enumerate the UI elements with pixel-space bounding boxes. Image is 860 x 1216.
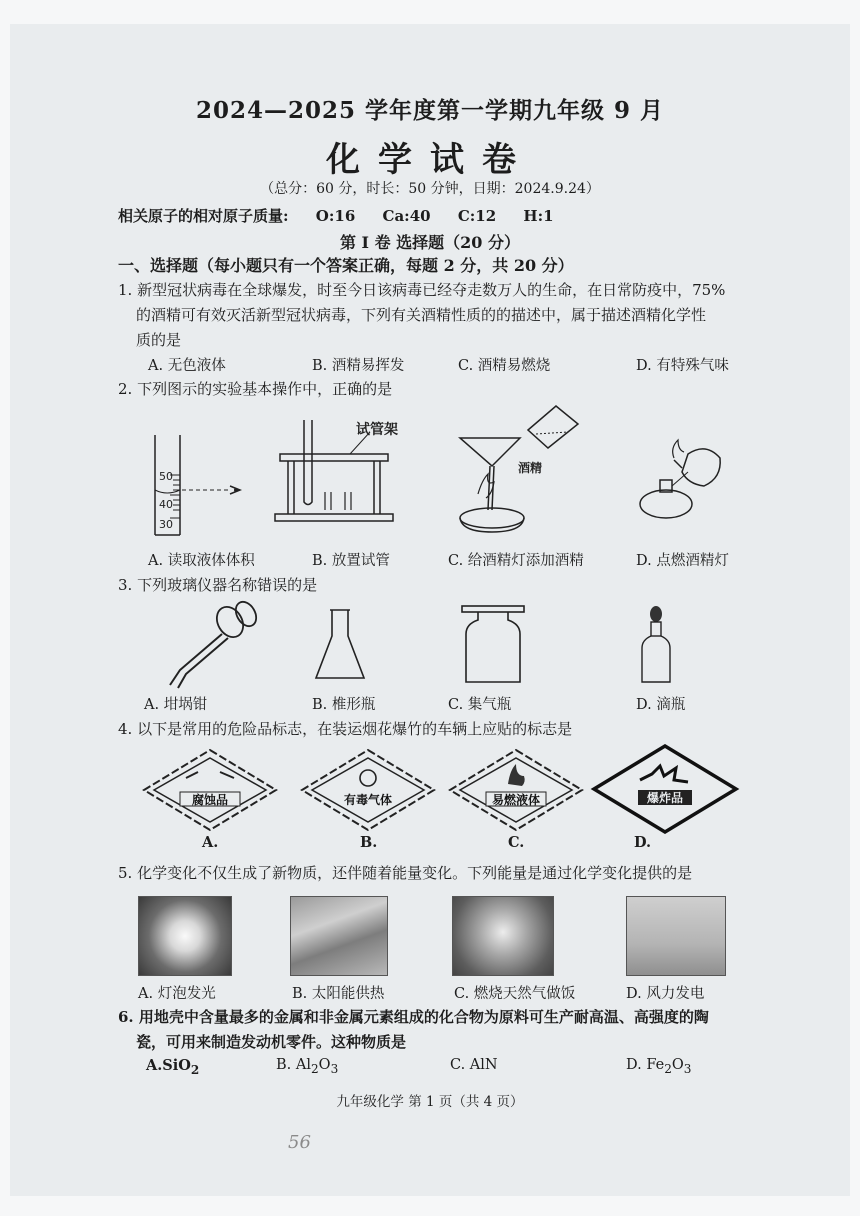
q2-stem: 2. 下列图示的实验基本操作中，正确的是 (118, 380, 393, 398)
atomic-mass-h: H:1 (523, 207, 554, 225)
solar-heater-photo (290, 896, 388, 976)
section-heading: 一、选择题（每小题只有一个答案正确，每题 2 分，共 20 分） (118, 256, 574, 275)
handwritten-score: 56 (288, 1132, 311, 1153)
q1-line2: 的酒精可有效灭活新型冠状病毒，下列有关酒精性质的的描述中，属于描述酒精化学性 (136, 306, 707, 324)
flammable-liquid-sign (446, 748, 586, 832)
atomic-mass-ca: Ca:40 (382, 207, 431, 225)
sign-label-flammable: 易燃液体 (491, 793, 541, 807)
add-alcohol-figure (448, 402, 588, 537)
page-footer: 九年级化学 第 1 页（共 4 页） (336, 1094, 524, 1110)
q4-letter-b: B. (360, 834, 378, 851)
q6-option-c: C. AlN (450, 1057, 498, 1073)
exam-title-line2: 化学试卷 (326, 140, 534, 180)
q4-letter-c: C. (508, 834, 525, 851)
q1-option-d: D. 有特殊气味 (636, 358, 729, 374)
sign-label-explosive: 爆炸品 (646, 791, 684, 805)
q2-option-b: B. 放置试管 (312, 553, 390, 569)
q3-stem: 3. 下列玻璃仪器名称错误的是 (118, 576, 318, 594)
q6-option-a: A.SiO$_2$ (146, 1057, 200, 1077)
crucible-tongs-figure (160, 600, 260, 690)
q4-stem: 4. 以下是常用的危险品标志，在装运烟花爆竹的车辆上应贴的标志是 (118, 720, 573, 738)
q2-option-a: A. 读取液体体积 (148, 553, 255, 569)
q5-option-c: C. 燃烧天然气做饭 (454, 986, 576, 1002)
q6-line1: 6. 用地壳中含量最多的金属和非金属元素组成的化合物为原料可生产耐高温、高强度的陶 (118, 1008, 709, 1026)
alcohol-label: 酒精 (518, 461, 543, 475)
dropper-bottle-figure (636, 604, 676, 686)
cylinder-mark-50: 50 (159, 470, 173, 483)
q1-option-c: C. 酒精易燃烧 (458, 358, 551, 374)
q3-option-d: D. 滴瓶 (636, 697, 686, 713)
q6-line2: 瓷，可用来制造发动机零件。这种物质是 (136, 1033, 407, 1051)
q1-line1: 1. 新型冠状病毒在全球爆发，时至今日该病毒已经夺走数万人的生命，在日常防疫中，75% (118, 281, 726, 299)
q3-option-c: C. 集气瓶 (448, 697, 512, 713)
flame-icon (508, 764, 525, 786)
q5-stem: 5. 化学变化不仅生成了新物质，还伴随着能量变化。下列能量是通过化学变化提供的是 (118, 864, 693, 882)
atomic-mass-o: O:16 (315, 207, 356, 225)
sign-label-toxic: 有毒气体 (343, 793, 393, 807)
q6-option-b: B. $Al_2O_3$ (276, 1057, 339, 1076)
conical-flask-figure (310, 606, 370, 686)
q1-option-a: A. 无色液体 (148, 358, 226, 374)
q4-letter-d: D. (634, 834, 652, 851)
q5-option-a: A. 灯泡发光 (138, 986, 216, 1002)
measuring-cylinder-figure (140, 430, 260, 540)
exam-meta: （总分：60 分，时长：50 分钟，日期：2024.9.24） (260, 181, 600, 197)
q2-option-c: C. 给酒精灯添加酒精 (448, 553, 584, 569)
explosion-icon (640, 766, 688, 782)
gas-jar-figure (458, 604, 528, 686)
q3-option-b: B. 椎形瓶 (312, 697, 376, 713)
corrosive-sign (140, 748, 280, 832)
exam-title-line1: 2024—2025 学年度第一学期九年级 9 月 (195, 97, 665, 124)
explosive-sign (590, 744, 740, 834)
wind-turbine-photo (626, 896, 726, 976)
cylinder-mark-40: 40 (159, 498, 173, 511)
q6-option-d: D. $Fe_2O_3$ (626, 1057, 692, 1076)
skull-icon (360, 770, 376, 786)
q2-option-d: D. 点燃酒精灯 (636, 553, 729, 569)
atomic-mass-c: C:12 (457, 207, 497, 225)
light-bulb-photo (138, 896, 232, 976)
q4-letter-a: A. (202, 834, 219, 851)
rack-label: 试管架 (356, 422, 398, 438)
lighting-lamp-figure (630, 428, 730, 528)
q5-option-b: B. 太阳能供热 (292, 986, 385, 1002)
q5-option-d: D. 风力发电 (626, 986, 705, 1002)
q3-option-a: A. 坩埚钳 (144, 697, 208, 713)
atomic-mass-line (118, 205, 576, 226)
cylinder-mark-30: 30 (159, 518, 173, 531)
test-tube-rack-figure (270, 412, 420, 527)
toxic-gas-sign (298, 748, 438, 832)
sign-label-corrosive: 腐蚀品 (191, 793, 229, 807)
part-heading: 第 I 卷 选择题（20 分） (339, 233, 521, 252)
q1-line3: 质的是 (136, 331, 182, 349)
atomic-mass-label: 相关原子的相对原子质量: (118, 207, 289, 225)
gas-stove-photo (452, 896, 554, 976)
q1-option-b: B. 酒精易挥发 (312, 358, 405, 374)
